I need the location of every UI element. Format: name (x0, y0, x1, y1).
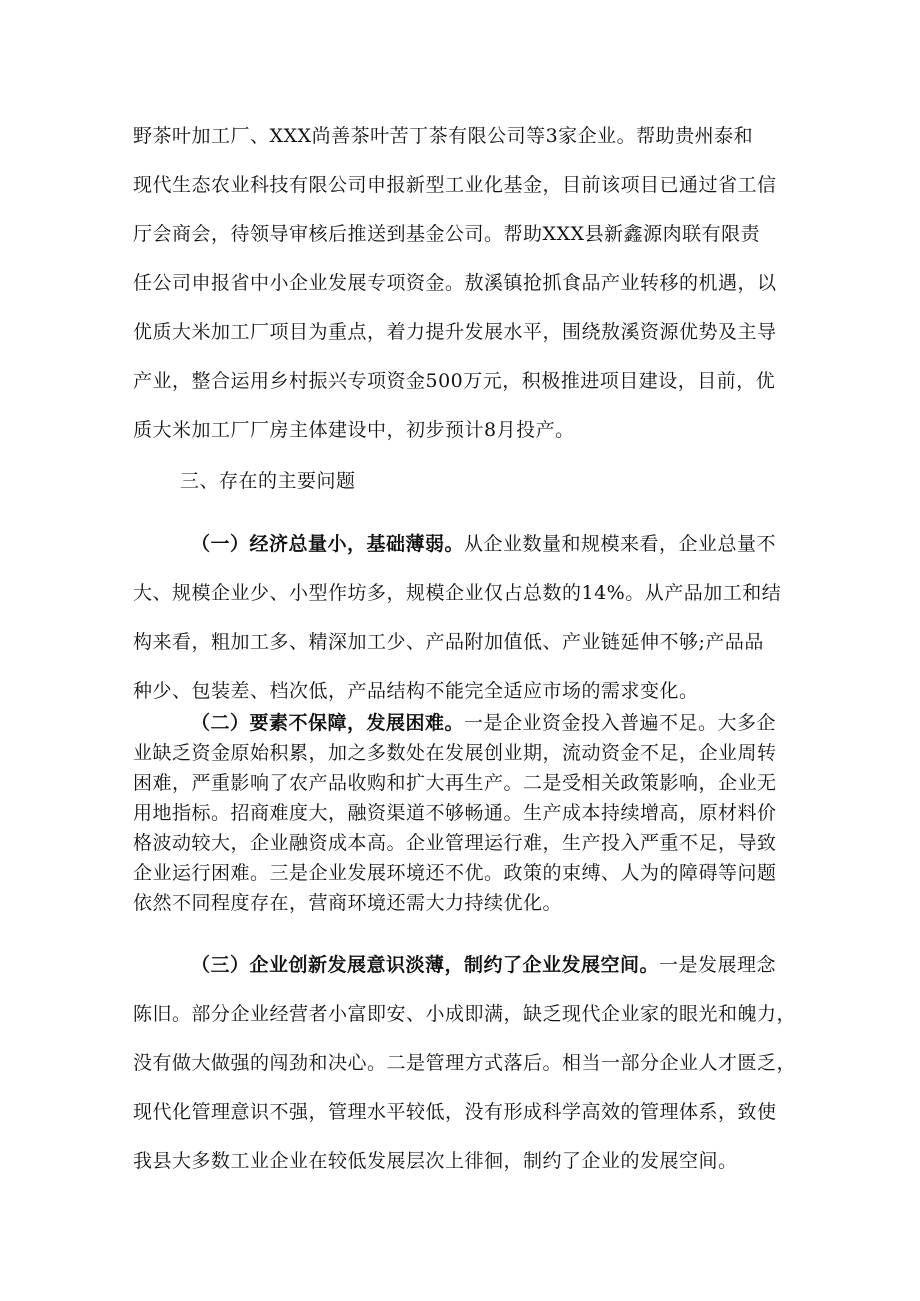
text-line: 困难，严重影响了农产品收购和扩大再生产。二是受相关政策影响，企业无 (133, 772, 777, 794)
section-heading: 三、存在的主要问题 (180, 470, 356, 492)
text-line: 大、规模企业少、小型作坊多，规模企业仅占总数的14%。从产品加工和结 (133, 582, 782, 604)
paragraph-first-line-text: 一是发展理念 (659, 954, 777, 976)
paragraph-first-line-text: 一是企业资金投入普遍不足。大多企 (464, 712, 777, 734)
text-line: 野茶叶加工厂、XXX尚善茶叶苦丁茶有限公司等3家企业。帮助贵州泰和 (133, 125, 754, 147)
text-line: 用地指标。招商难度大，融资渠道不够畅通。生产成本持续增高，原材料价 (133, 802, 777, 824)
text-line: 陈旧。部分企业经营者小富即安、小成即满，缺乏现代企业家的眼光和魄力， (133, 1003, 797, 1025)
paragraph-first-line (133, 941, 793, 990)
text-line: 没有做大做强的闯劲和决心。二是管理方式落后。相当一部分企业人才匮乏， (133, 1052, 797, 1074)
text-line: 厅会商会，待领导审核后推送到基金公司。帮助XXX县新鑫源肉联有限责 (133, 223, 761, 245)
text-line: 优质大米加工厂项目为重点，着力提升发展水平，围绕敖溪资源优势及主导 (133, 321, 777, 343)
paragraph-first-line (133, 520, 793, 569)
text-line: 任公司申报省中小企业发展专项资金。敖溪镇抢抓食品产业转移的机遇，以 (133, 272, 777, 294)
paragraph-first-line-text: 从企业数量和规模来看，企业总量不 (464, 533, 777, 555)
paragraph-lead-heading: （一）经济总量小，基础薄弱。 (191, 533, 465, 555)
text-line: 企业运行困难。三是企业发展环境还不优。政策的束缚、人为的障碍等问题 (133, 862, 777, 884)
paragraph-economic-scale (133, 520, 793, 716)
text-line: 我县大多数工业企业在较低发展层次上徘徊，制约了企业的发展空间。 (133, 1150, 738, 1172)
paragraph-lead-heading: （二）要素不保障，发展困难。 (191, 712, 465, 734)
text-line: 业缺乏资金原始积累，加之多数处在发展创业期，流动资金不足，企业周转 (133, 742, 777, 764)
paragraph-factor-guarantee (133, 708, 793, 918)
paragraph-innovation-awareness (133, 941, 797, 1186)
text-line: 格波动较大，企业融资成本高。企业管理运行难，生产投入严重不足，导致 (133, 832, 777, 854)
text-line: 现代生态农业科技有限公司申报新型工业化基金，目前该项目已通过省工信 (133, 174, 777, 196)
paragraph-enterprise-support (133, 112, 793, 455)
section-heading-main-problems (180, 466, 840, 496)
text-line: 质大米加工厂厂房主体建设中，初步预计8月投产。 (133, 419, 575, 441)
text-line: 构来看，粗加工多、精深加工少、产品附加值低、产业链延伸不够;产品品 (133, 631, 764, 653)
text-line: 产业，整合运用乡村振兴专项资金500万元，积极推进项目建设，目前，优 (133, 370, 776, 392)
text-line: 种少、包装差、档次低，产品结构不能完全适应市场的需求变化。 (133, 680, 699, 702)
text-line: 现代化管理意识不强，管理水平较低，没有形成科学高效的管理体系，致使 (133, 1101, 777, 1123)
paragraph-lead-heading: （三）企业创新发展意识淡薄，制约了企业发展空间。 (191, 954, 660, 976)
text-line: 依然不同程度存在，营商环境还需大力持续优化。 (133, 892, 563, 914)
paragraph-first-line (133, 708, 793, 738)
